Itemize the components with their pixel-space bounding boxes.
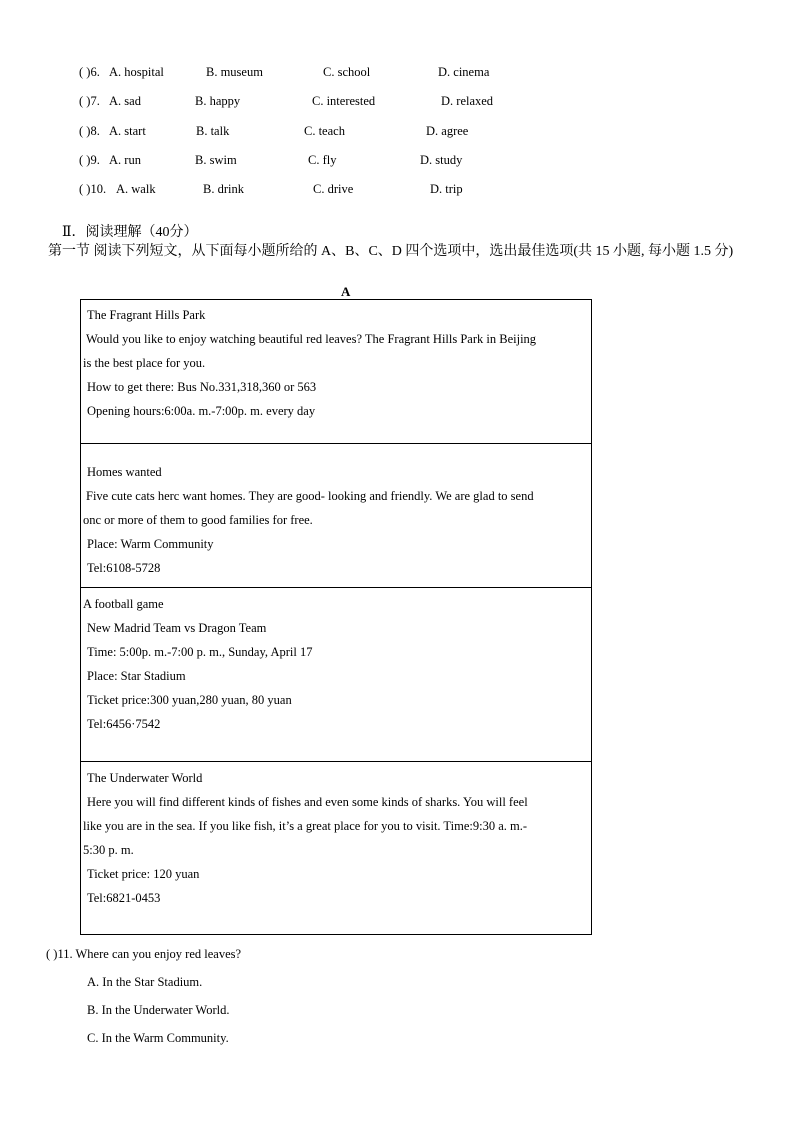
notice-underwater-world	[81, 762, 591, 934]
option-d: D. cinema	[438, 65, 490, 79]
notice-title: The Underwater World	[87, 771, 203, 785]
notice-line: Tel:6456·7542	[87, 717, 161, 731]
option-b: B. happy	[195, 94, 241, 108]
option-a: A. run	[109, 153, 141, 167]
option-b: B. museum	[206, 65, 263, 79]
notice-line: Time: 5:00p. m.-7:00 p. m., Sunday, April 17	[87, 645, 313, 659]
option-a: A. sad	[109, 94, 141, 108]
notice-football-game	[81, 588, 591, 762]
notice-line: onc or more of them to good families for free.	[83, 513, 313, 527]
notice-line: 5:30 p. m.	[83, 843, 134, 857]
notice-line: Would you like to enjoy watching beautiful red leaves? The Fragrant Hills Park in Beijing	[86, 332, 537, 346]
notice-line: Place: Star Stadium	[87, 669, 186, 683]
question-number: ( )8.	[79, 124, 100, 138]
option-b: B. talk	[196, 124, 230, 138]
notice-line: Ticket price: 120 yuan	[87, 867, 200, 881]
question-number: ( )10.	[79, 182, 107, 196]
notice-homes-wanted	[81, 444, 591, 588]
notice-line: How to get there: Bus No.331,318,360 or 563	[87, 380, 317, 394]
option-d: D. relaxed	[441, 94, 494, 108]
notice-line: Here you will find different kinds of fishes and even some kinds of sharks. You will feel	[87, 795, 528, 809]
notice-line: Tel:6108-5728	[87, 561, 161, 575]
option-a: A. walk	[116, 182, 156, 196]
option-c: C. drive	[313, 182, 354, 196]
passage-label: A	[341, 284, 351, 299]
question-11-option-c: C. In the Warm Community.	[87, 1031, 229, 1045]
option-a: A. hospital	[109, 65, 164, 79]
notice-title: The Fragrant Hills Park	[87, 308, 206, 322]
notice-line: Place: Warm Community	[87, 537, 214, 551]
question-number: ( )9.	[79, 153, 100, 167]
notice-line: like you are in the sea. If you like fish, it’s a great place for you to visit. Time:9:30 a. m.-	[83, 819, 528, 833]
option-c: C. teach	[304, 124, 345, 138]
notice-line: is the best place for you.	[83, 356, 206, 370]
option-d: D. agree	[426, 124, 469, 138]
section-instructions: 第一节 阅读下列短文，从下面每小题所给的 A、B、C、D 四个选项中，选出最佳选项(共 15 小题, 每小题 1.5 分)	[48, 244, 734, 259]
notice-title: Homes wanted	[87, 465, 162, 479]
option-c: C. school	[323, 65, 371, 79]
option-d: D. study	[420, 153, 463, 167]
question-11-option-b: B. In the Underwater World.	[87, 1003, 230, 1017]
section-title: Ⅱ．阅读理解（40分）	[62, 225, 198, 240]
question-11-stem: ( )11. Where can you enjoy red leaves?	[46, 947, 242, 961]
notice-line: Opening hours:6:00a. m.-7:00p. m. every day	[87, 404, 316, 418]
option-c: C. fly	[308, 153, 337, 167]
notice-table	[80, 299, 592, 935]
notice-line: New Madrid Team vs Dragon Team	[87, 621, 267, 635]
question-number: ( )6.	[79, 65, 100, 79]
option-c: C. interested	[312, 94, 376, 108]
notice-line: Tel:6821-0453	[87, 891, 161, 905]
option-b: B. swim	[195, 153, 237, 167]
option-d: D. trip	[430, 182, 463, 196]
option-a: A. start	[109, 124, 146, 138]
question-number: ( )7.	[79, 94, 100, 108]
notice-fragrant-hills	[81, 300, 591, 444]
notice-line: Five cute cats herc want homes. They are good- looking and friendly. We are glad to send	[86, 489, 534, 503]
option-b: B. drink	[203, 182, 244, 196]
notice-line: Ticket price:300 yuan,280 yuan, 80 yuan	[87, 693, 292, 707]
question-11-option-a: A. In the Star Stadium.	[87, 975, 203, 989]
notice-title: A football game	[83, 597, 164, 611]
